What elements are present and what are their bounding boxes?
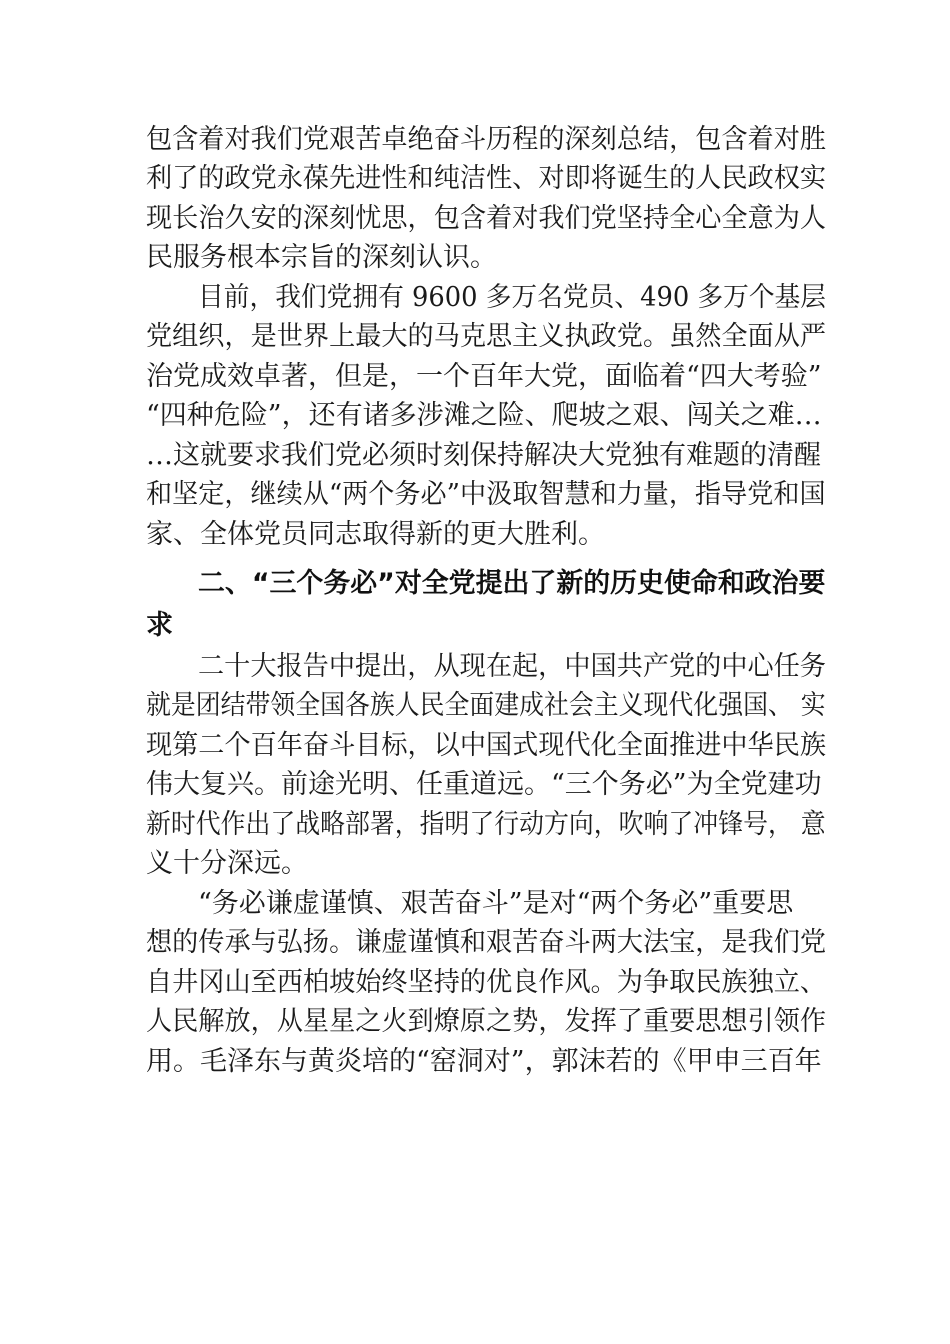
text-line: 包含着对我们党艰苦卓绝奋斗历程的深刻总结，包含着对胜 bbox=[146, 124, 827, 155]
text-line: 想的传承与弘扬。谦虚谨慎和艰苦奋斗两大法宝，是我们党 bbox=[146, 927, 827, 958]
section-heading: 二、“三个务必”对全党提出了新的历史使命和政治要 bbox=[198, 568, 826, 599]
text-line: 现长治久安的深刻忧思，包含着对我们党坚持全心全意为人 bbox=[146, 203, 827, 234]
text-line: “四种危险”，还有诸多涉滩之险、爬坡之艰、闯关之难… bbox=[146, 400, 822, 431]
text-line: 现第二个百年奋斗目标，以中国式现代化全面推进中华民族 bbox=[146, 730, 827, 761]
text-line: 和坚定，继续从“两个务必”中汲取智慧和力量，指导党和国 bbox=[146, 479, 826, 510]
text-line: “务必谦虚谨慎、艰苦奋斗”是对“两个务必”重要思 bbox=[198, 888, 794, 919]
text-line: 义十分深远。 bbox=[146, 848, 308, 879]
text-line: 目前，我们党拥有 9600 多万名党员、490 多万个基层 bbox=[198, 282, 827, 313]
section-heading-continued: 求 bbox=[146, 610, 173, 641]
text-line: …这就要求我们党必须时刻保持解决大党独有难题的清醒 bbox=[146, 440, 821, 471]
text-line: 就是团结带领全国各族人民全面建成社会主义现代化强国、 实 bbox=[146, 690, 826, 721]
text-line: 新时代作出了战略部署，指明了行动方向，吹响了冲锋号， 意 bbox=[146, 809, 826, 840]
text-line: 伟大复兴。前途光明、任重道远。“三个务必”为全党建功 bbox=[146, 769, 822, 800]
text-line: 人民解放，从星星之火到燎原之势，发挥了重要思想引领作 bbox=[146, 1006, 827, 1037]
text-line: 用。毛泽东与黄炎培的“窑洞对”，郭沫若的《甲申三百年 bbox=[146, 1046, 822, 1077]
text-line: 二十大报告中提出，从现在起，中国共产党的中心任务 bbox=[198, 651, 826, 682]
text-line: 家、全体党员同志取得新的更大胜利。 bbox=[146, 519, 605, 550]
text-line: 民服务根本宗旨的深刻认识。 bbox=[146, 242, 497, 273]
text-line: 党组织，是世界上最大的马克思主义执政党。虽然全面从严 bbox=[146, 321, 827, 352]
text-line: 治党成效卓著，但是，一个百年大党，面临着“四大考验” bbox=[146, 361, 822, 392]
text-line: 利了的政党永葆先进性和纯洁性、对即将诞生的人民政权实 bbox=[146, 163, 827, 194]
text-line: 自井冈山至西柏坡始终坚持的优良作风。为争取民族独立、 bbox=[146, 967, 827, 998]
